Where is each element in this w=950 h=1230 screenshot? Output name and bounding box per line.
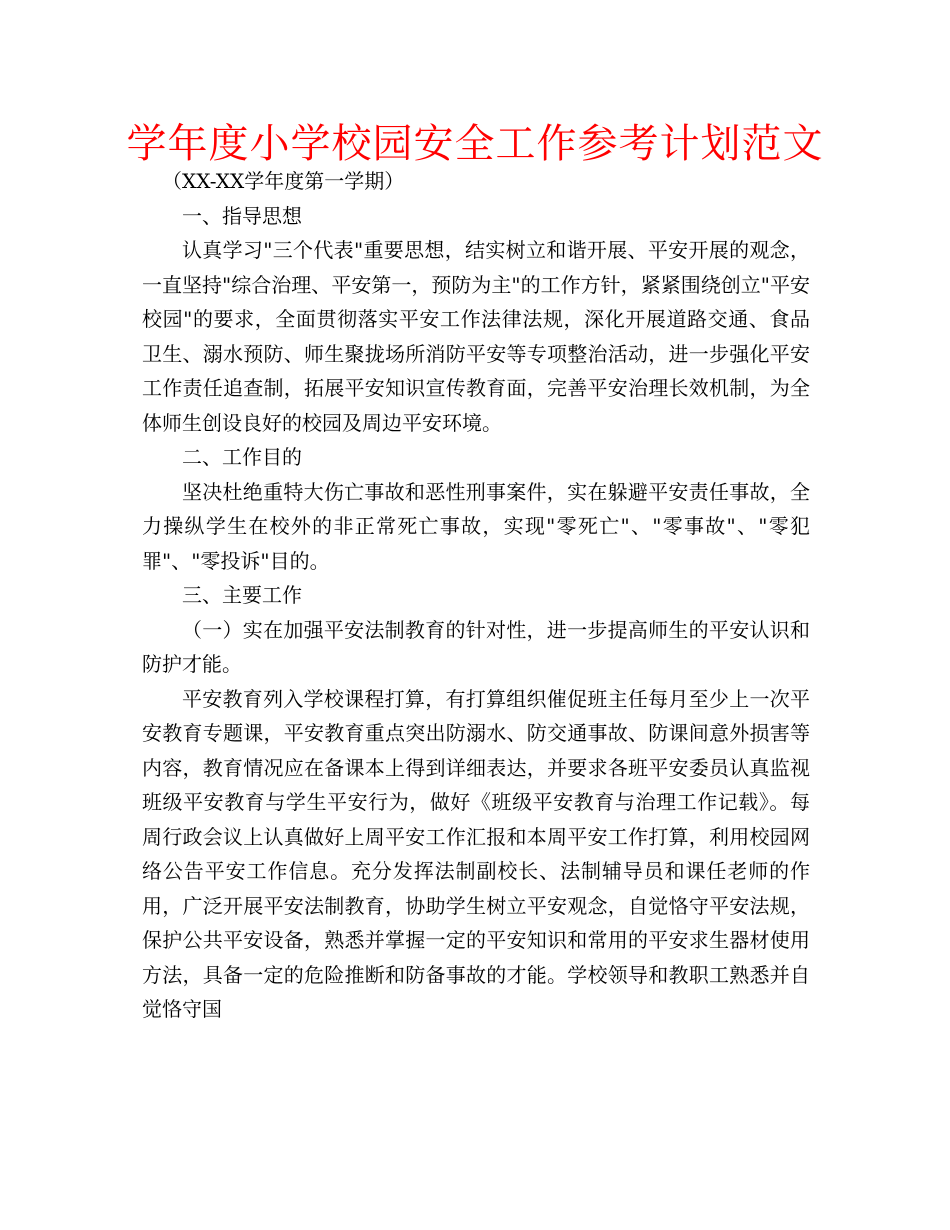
document-title: 学年度小学校园安全工作参考计划范文 [126,121,824,167]
paragraph-guiding-thought: 认真学习"三个代表"重要思想，结实树立和谐开展、平安开展的观念，一直坚持"综合治理、平安第一，预防为主"的工作方针，紧紧围绕创立"平安校园"的要求，全面贯彻落实平安工作法律法规，深化开展道路交通、食品卫生、溺水预防、师生聚拢场所消防平安等专项整治活动，进一步强化平安工作责任追查制，拓展平安知识宣传教育面，完善平安治理长效机制，为全体师生创设良好的校园及周边平安环境。 [142,238,810,435]
section-heading-guiding-thought: 一、指导思想 [182,203,302,228]
document-body [142,164,810,1027]
list-item-main-work-1: （一）实在加强平安法制教育的针对性，进一步提高师生的平安认识和防护才能。 [142,617,810,676]
document-subtitle: （XX-XX学年度第一学期） [162,169,405,193]
paragraph-main-work: 平安教育列入学校课程打算，有打算组织催促班主任每月至少上一次平安教育专题课，平安教育重点突出防溺水、防交通事故、防课间意外损害等内容，教育情况应在备课本上得到详细表达，并要求各班平安委员认真监视班级平安教育与学生平安行为，做好《班级平安教育与治理工作记载》。每周行政会议上认真做好上周平安工作汇报和本周平安工作打算，利用校园网络公告平安工作信息。充分发挥法制副校长、法制辅导员和课任老师的作用，广泛开展平安法制教育，协助学生树立平安观念，自觉恪守平安法规，保护公共平安设备，熟悉并掌握一定的平安知识和常用的平安求生器材使用方法，具备一定的危险推断和防备事故的才能。学校领导和教职工熟悉并自觉恪守国 [142,686,810,1021]
section-heading-work-goals: 二、工作目的 [182,445,302,469]
section-heading-main-work: 三、主要工作 [182,583,302,607]
paragraph-work-goals: 坚决杜绝重特大伤亡事故和恶性刑事案件，实在躲避平安责任事故，全力操纵学生在校外的非正常死亡事故，实现"零死亡"、"零事故"、"零犯罪"、"零投诉"目的。 [142,479,810,573]
